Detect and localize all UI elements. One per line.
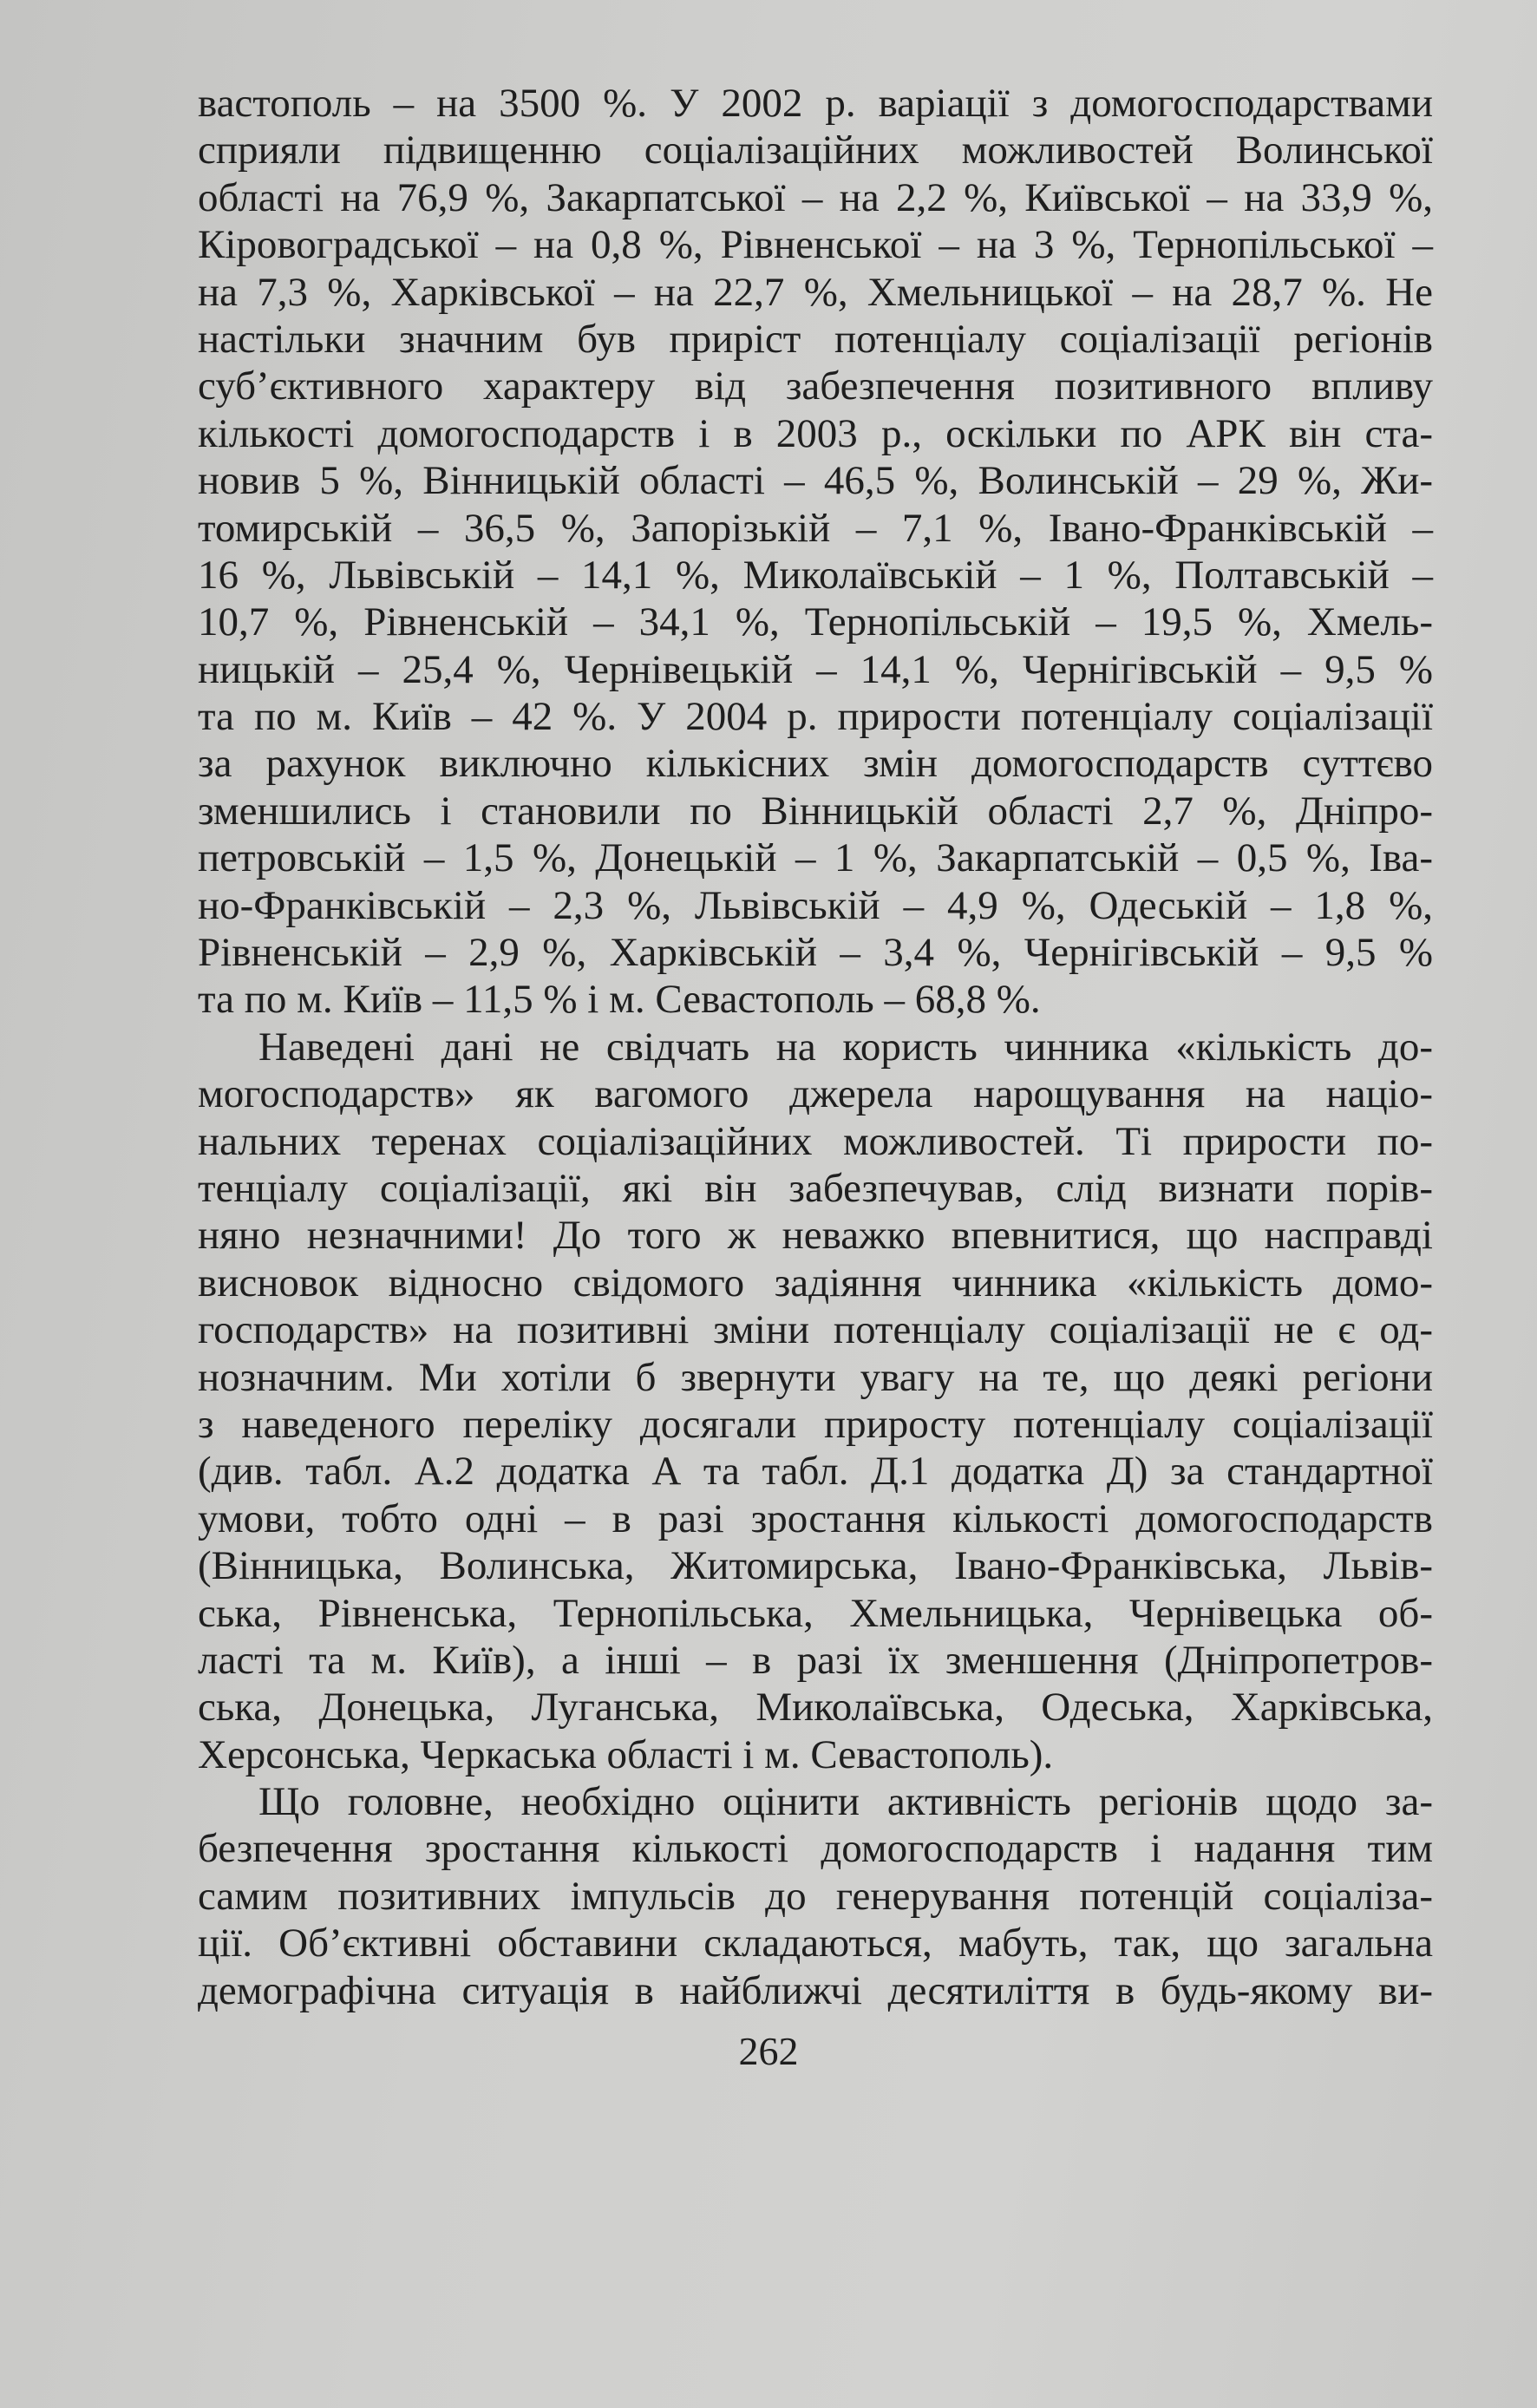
text-line: області на 76,9 %, Закарпатської – на 2,2 %, Київської – на 33,9 %, <box>198 174 1433 220</box>
text-line: кількості домогосподарств і в 2003 р., оскільки по АРК він ста- <box>198 410 1433 456</box>
text-line: зменшились і становили по Вінницькій області 2,7 %, Дніпро- <box>198 788 1433 834</box>
text-line: нозначним. Ми хотіли б звернути увагу на те, що деякі регіони <box>198 1354 1433 1400</box>
text-line: но-Франківській – 2,3 %, Львівській – 4,9 %, Одеській – 1,8 %, <box>198 882 1433 928</box>
text-line: 10,7 %, Рівненській – 34,1 %, Тернопільській – 19,5 %, Хмель- <box>198 599 1433 645</box>
text-line: суб’єктивного характеру від забезпечення позитивного впливу <box>198 363 1433 409</box>
text-line: нальних теренах соціалізаційних можливостей. Ті прирости по- <box>198 1118 1433 1164</box>
text-line: з наведеного переліку досягали приросту потенціалу соціалізації <box>198 1401 1433 1447</box>
text-line: Що головне, необхідно оцінити активність регіонів щодо за- <box>258 1779 1433 1825</box>
body-text <box>198 80 1433 2014</box>
text-line: ська, Донецька, Луганська, Миколаївська, Одеська, Харківська, <box>198 1685 1433 1731</box>
text-line: петровській – 1,5 %, Донецькій – 1 %, Закарпатській – 0,5 %, Іва- <box>198 835 1433 881</box>
text-line: ції. Об’єктивні обставини складаються, мабуть, так, що загальна <box>198 1921 1433 1966</box>
text-line: томирській – 36,5 %, Запорізькій – 7,1 %, Івано-Франківській – <box>198 505 1433 551</box>
text-line: (див. табл. А.2 додатка А та табл. Д.1 додатка Д) за стандартної <box>198 1449 1433 1495</box>
text-line: на 7,3 %, Харківської – на 22,7 %, Хмельницької – на 28,7 %. Не <box>198 269 1433 315</box>
text-line: ницькій – 25,4 %, Чернівецькій – 14,1 %, Чернігівській – 9,5 % <box>198 646 1433 692</box>
text-line: няно незначними! До того ж неважко впевнитися, що насправді <box>198 1213 1433 1259</box>
text-line: Херсонська, Черкаська області і м. Севастополь). <box>198 1731 1054 1777</box>
text-line: умови, тобто одні – в разі зростання кількості домогосподарств <box>198 1495 1433 1541</box>
text-line: (Вінницька, Волинська, Житомирська, Івано-Франківська, Львів- <box>198 1543 1433 1589</box>
text-line: господарств» на позитивні зміни потенціалу соціалізації не є од- <box>198 1307 1433 1353</box>
paragraph <box>198 80 1433 1024</box>
text-line: 16 %, Львівській – 14,1 %, Миколаївській – 1 %, Полтавській – <box>198 552 1433 598</box>
text-line: могосподарств» як вагомого джерела нарощування на націо- <box>198 1071 1433 1117</box>
text-line: Кіровоградської – на 0,8 %, Рівненської – на 3 %, Тернопільської – <box>198 222 1433 268</box>
paragraph <box>198 1024 1433 1778</box>
text-line: безпечення зростання кількості домогосподарств і надання тим <box>198 1826 1433 1872</box>
text-line: та по м. Київ – 42 %. У 2004 р. прирости потенціалу соціалізації <box>198 694 1433 740</box>
text-line: новив 5 %, Вінницькій області – 46,5 %, Волинській – 29 %, Жи- <box>198 458 1433 504</box>
text-line: тенціалу соціалізації, які він забезпечував, слід визнати порів- <box>198 1165 1433 1211</box>
text-line: Наведені дані не свідчать на користь чинника «кількість до- <box>258 1024 1433 1070</box>
text-line: висновок відносно свідомого задіяння чинника «кількість домо- <box>198 1260 1433 1305</box>
text-line: сприяли підвищенню соціалізаційних можливостей Волинської <box>198 128 1433 173</box>
text-line: демографічна ситуація в найближчі десятиліття в будь-якому ви- <box>198 1967 1433 2013</box>
text-line: за рахунок виключно кількісних змін домогосподарств суттєво <box>198 741 1433 787</box>
text-line: та по м. Київ – 11,5 % і м. Севастополь – 68,8 %. <box>198 977 1041 1023</box>
text-line: ласті та м. Київ), а інші – в разі їх зменшення (Дніпропетров- <box>198 1637 1433 1683</box>
text-line: ська, Рівненська, Тернопільська, Хмельницька, Чернівецька об- <box>198 1590 1433 1636</box>
text-line: настільки значним був приріст потенціалу соціалізації регіонів <box>198 316 1433 362</box>
paragraph <box>198 1778 1433 2014</box>
text-line: вастополь – на 3500 %. У 2002 р. варіації з домогосподарствами <box>198 81 1433 126</box>
text-line: самим позитивних імпульсів до генерування потенцій соціаліза- <box>198 1873 1433 1919</box>
text-line: Рівненській – 2,9 %, Харківській – 3,4 %, Чернігівській – 9,5 % <box>198 930 1433 976</box>
page-number: 262 <box>738 2029 799 2073</box>
